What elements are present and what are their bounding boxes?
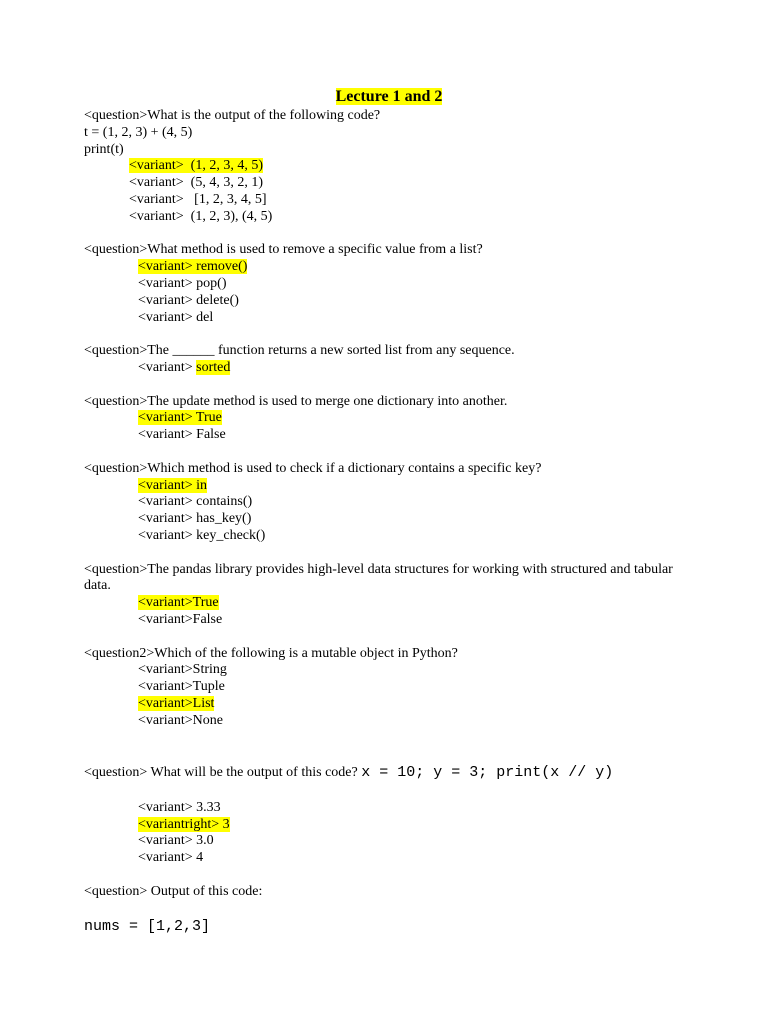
question-8-text: <question> What will be the output of this code? xyxy=(84,765,362,781)
spacer xyxy=(84,377,694,394)
variant-text: <variant>List xyxy=(138,695,215,711)
question-2-variant: <variant> del xyxy=(138,309,214,325)
variant-text: <variantright> 3 xyxy=(138,816,230,832)
question-5-variant: <variant> key_check() xyxy=(138,527,266,543)
question-8-variant: <variant> 3.0 xyxy=(138,833,214,849)
spacer xyxy=(84,867,694,884)
spacer xyxy=(84,545,694,562)
question-6-variant: <variant>False xyxy=(138,611,223,627)
variant-text: <variant> (1, 2, 3, 4, 5) xyxy=(129,158,263,174)
spacer xyxy=(84,444,694,461)
question-7-variant: <variant>String xyxy=(138,662,227,678)
question-5-variant: <variant> has_key() xyxy=(138,511,252,527)
question-5-variant-correct xyxy=(84,478,694,495)
question-5-variant: <variant> contains() xyxy=(138,494,253,510)
document-page xyxy=(84,86,694,937)
question-4: <question>The update method is used to merge one dictionary into another. xyxy=(84,393,508,409)
variant-prefix: <variant> xyxy=(138,359,197,375)
question-3-variant-correct xyxy=(84,360,694,377)
question-1-variant: <variant> (5, 4, 3, 2, 1) xyxy=(129,175,263,191)
question-8-variant: <variant> 3.33 xyxy=(138,799,221,815)
spacer xyxy=(84,326,694,343)
question-8-inline-code: x = 10; y = 3; print(x // y) xyxy=(361,764,614,782)
question-1-variant-correct xyxy=(84,158,694,175)
question-2: <question>What method is used to remove a specific value from a list? xyxy=(84,242,483,258)
question-6: <question>The pandas library provides high-level data structures for working with structured and tabular data. xyxy=(84,561,673,594)
spacer xyxy=(84,901,694,918)
question-4-variant: <variant> False xyxy=(138,427,226,443)
question-1: <question>What is the output of the following code? xyxy=(84,108,381,123)
question-2-variant: <variant> delete() xyxy=(138,292,239,308)
question-7-variant-correct xyxy=(84,696,694,713)
question-9-code-line: nums = [1,2,3] xyxy=(84,918,211,936)
question-2-variant: <variant> pop() xyxy=(138,275,227,291)
question-1-code-line: print(t) xyxy=(84,141,124,157)
spacer xyxy=(84,629,694,646)
question-5: <question>Which method is used to check if a dictionary contains a specific key? xyxy=(84,460,542,476)
question-4-variant-correct xyxy=(84,410,694,427)
variant-text: <variant> remove() xyxy=(138,259,248,275)
question-7-variant: <variant>Tuple xyxy=(138,679,225,695)
question-8-variant-correct xyxy=(84,817,694,834)
variant-text: <variant> True xyxy=(138,410,222,426)
variant-text: <variant>True xyxy=(138,595,219,611)
question-1-variant: <variant> (1, 2, 3), (4, 5) xyxy=(129,208,273,224)
variant-answer: sorted xyxy=(196,359,231,375)
question-6-variant-correct xyxy=(84,595,694,612)
question-1-variant: <variant> [1, 2, 3, 4, 5] xyxy=(129,191,267,207)
question-8 xyxy=(84,763,694,783)
spacer xyxy=(84,729,694,763)
variant-text: <variant> in xyxy=(138,477,208,493)
title-row xyxy=(84,86,694,108)
question-9: <question> Output of this code: xyxy=(84,883,263,899)
question-7: <question2>Which of the following is a mutable object in Python? xyxy=(84,645,458,661)
question-8-variant: <variant> 4 xyxy=(138,850,204,866)
question-1-code-line: t = (1, 2, 3) + (4, 5) xyxy=(84,124,193,140)
question-7-variant: <variant>None xyxy=(138,712,223,728)
question-2-variant-correct xyxy=(84,259,694,276)
question-3: <question>The ______ function returns a new sorted list from any sequence. xyxy=(84,343,515,359)
spacer xyxy=(84,226,694,243)
page-title: Lecture 1 and 2 xyxy=(335,88,443,105)
spacer xyxy=(84,783,694,800)
